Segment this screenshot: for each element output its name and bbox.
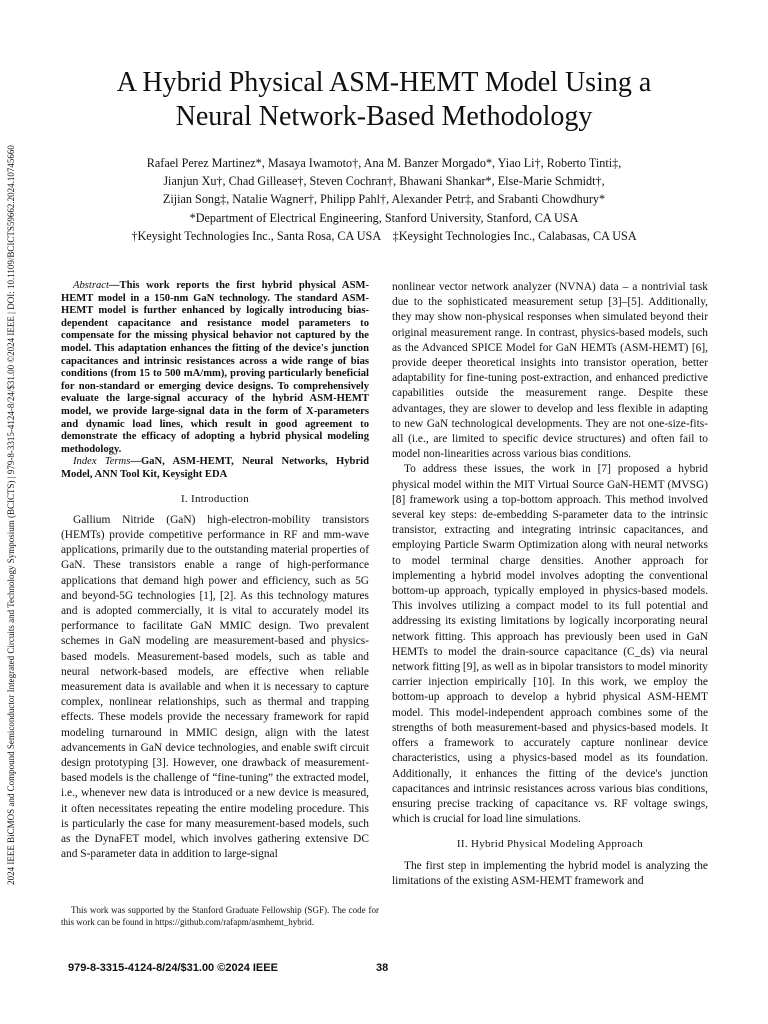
abstract-text: —This work reports the first hybrid physical ASM-HEMT model in a 150-nm GaN technology. The standard ASM-HEMT model is further enhanced by logically introducing bias-dependent capacitance and resistance model parameters to compensate for the missing physical behavior not captured by the model. This adaptation enhances the fitting of the device's junction capacitances and intrinsic resistances across a wide range of bias conditions (from 15 to 500 mA/mm), proving particularly beneficial for non-standard or emerging device designs. To comprehensively evaluate the large-signal accuracy of the hybrid ASM-HEMT model, we provide large-signal data in the form of X-parameters and dynamic load lines, which result in good agreement to demonstrate the efficacy of adopting a hybrid physical modeling methodology.: [61, 280, 369, 455]
author-block: [40, 154, 728, 245]
index-terms: [61, 456, 369, 481]
page-number: 38: [376, 962, 389, 974]
body-paragraph-3: The first step in implementing the hybrid model is analyzing the limitations of the existing ASM-HEMT framework and: [392, 859, 708, 887]
index-terms-text: —GaN, ASM-HEMT, Neural Networks, Hybrid Model, ANN Tool Kit, Keysight EDA: [61, 456, 369, 480]
author-line: Zijian Song‡, Natalie Wagner†, Philipp Pahl†, Alexander Petr‡, and Srabanti Chowdhury*: [162, 192, 606, 207]
title-line-1: A Hybrid Physical ASM-HEMT Model Using a: [116, 67, 652, 98]
right-column: [392, 280, 708, 889]
affiliation-stanford: *Department of Electrical Engineering, Stanford University, Stanford, CA USA: [189, 210, 579, 225]
intro-paragraph: Gallium Nitride (GaN) high-electron-mobility transistors (HEMTs) provide competitive performance in RF and mm-wave applications, primarily due to the outstanding material properties of GaN. These transistors enable a range of high-performance applications that demand high power and efficiency, such as 5G and beyond-5G technologies [1], [2]. As this technology matures and is adopted commercially, it is vital to accurately model its performance to facilitate GaN MMIC design. Two prevalent schemes in GaN modeling are measurement-based and physics-based models. Measurement-based models, such as table and neural network-based models, are effective when reliable measurement data is available and when it is necessary to capture complex, nonlinear relationships, such as thermal and trapping effects. These models provide the necessary framework for rapid modeling turnaround in MMIC design, align with the latest advancements in GaN device technologies, and enable swift circuit design prototyping [3]. However, one drawback of measurement-based models is the challenge of “fine-tuning” the extracted model, i.e., whenever new data is introduced or a new device is measured, it often necessitates repeating the entire modeling procedure. This is particularly the case for many measurement-based models, such as the DynaFET model, which involves gathering extensive DC and S-parameter data in addition to large-signal: [61, 513, 369, 861]
left-column: [61, 280, 369, 862]
affiliation-keysight: †Keysight Technologies Inc., Santa Rosa, CA USA ‡Keysight Technologies Inc., Calabasas, CA USA: [131, 228, 637, 243]
paper-title: [40, 66, 728, 134]
section-heading-introduction: I. Introduction: [180, 492, 250, 505]
body-paragraph-1: nonlinear vector network analyzer (NVNA) data – a nontrivial task due to the sophisticated measurement setup [3]–[5]. Additionally, they may show non-physical responses when simulated beyond their original measurement range. In contrast, physics-based models, such as the Advanced SPICE Model for GaN HEMTs (ASM-HEMT) [6], provide deeper theoretical insights into transistor operation, better adaptability for fine-tuning post-extraction, and enhanced predictive capabilities outside the measurement range. Despite these advantages, they are slower to develop and less flexible in adapting to new GaN technological developments. They are not one-size-fits-all (i.e., are limited to specific device structures) and often fail to model non-linearities across various bias conditions.: [392, 281, 708, 461]
section-heading-hybrid-approach: II. Hybrid Physical Modeling Approach: [456, 838, 644, 851]
author-line: Rafael Perez Martinez*, Masaya Iwamoto†, Ana M. Banzer Morgado*, Yiao Li†, Roberto Tinti‡,: [146, 156, 622, 170]
funding-footnote: This work was supported by the Stanford Graduate Fellowship (SGF). The code for this work can be found in https://github.com/rafapm/asmhemt_hybrid.: [61, 905, 379, 927]
body-paragraph-2: To address these issues, the work in [7] proposed a hybrid physical model within the MIT Virtual Source GaN-HEMT (MVSG) [8] framework using a top-bottom approach. This method involved several key steps: de-embedding S-parameter data to the intrinsic transistor, extracting and integrating intrinsic capacitances, and employing Particle Swarm Optimization along with neural networks to model terminal charge densities. Another approach for implementing a hybrid model involves adopting the conventional bottom-up approach, typically employed in physics-based models. This involves utilizing a compact model to its full potential and addressing its existing limitations by logically incorporating neural network fitting. This approach has previously been used in GaN HEMTs to model the drain-source capacitance (C_ds) via neural network fitting [9], as well as in bipolar transistors to model minority carrier injection empirically [10]. In this work, we employ the bottom-up approach to develop a hybrid physical ASM-HEMT model. This model-independent approach combines some of the strengths of both measurement-based and physics-based models. It offers a framework to accurately capture nonlinear device characteristics, using a physics-based model as its foundation. Additionally, it enhances the fitting of the device's junction capacitances and intrinsic resistances across various bias conditions, ensuring precise tracking of capacitance vs. RF voltage swings, which is crucial for load line simulations.: [392, 463, 708, 826]
index-terms-label: Index Terms: [73, 456, 131, 468]
doi-sidebar: [2, 86, 20, 944]
abstract: [61, 280, 369, 456]
doi-sidebar-text: 2024 IEEE BiCMOS and Compound Semiconductor Integrated Circuits and Technology Symposium (BCICTS) | 979-8-3315-4124-8/24/$31.00 ©2024 IEEE | DOI: 10.1109/BCICTS59662.2024.10745660: [6, 145, 16, 885]
author-line: Jianjun Xu†, Chad Gillease†, Steven Cochran†, Bhawani Shankar*, Else-Marie Schmidt†,: [163, 174, 605, 189]
title-line-2: Neural Network-Based Methodology: [175, 101, 593, 132]
footer-isbn: 979-8-3315-4124-8/24/$31.00 ©2024 IEEE: [68, 962, 278, 974]
abstract-label: Abstract: [73, 280, 109, 291]
